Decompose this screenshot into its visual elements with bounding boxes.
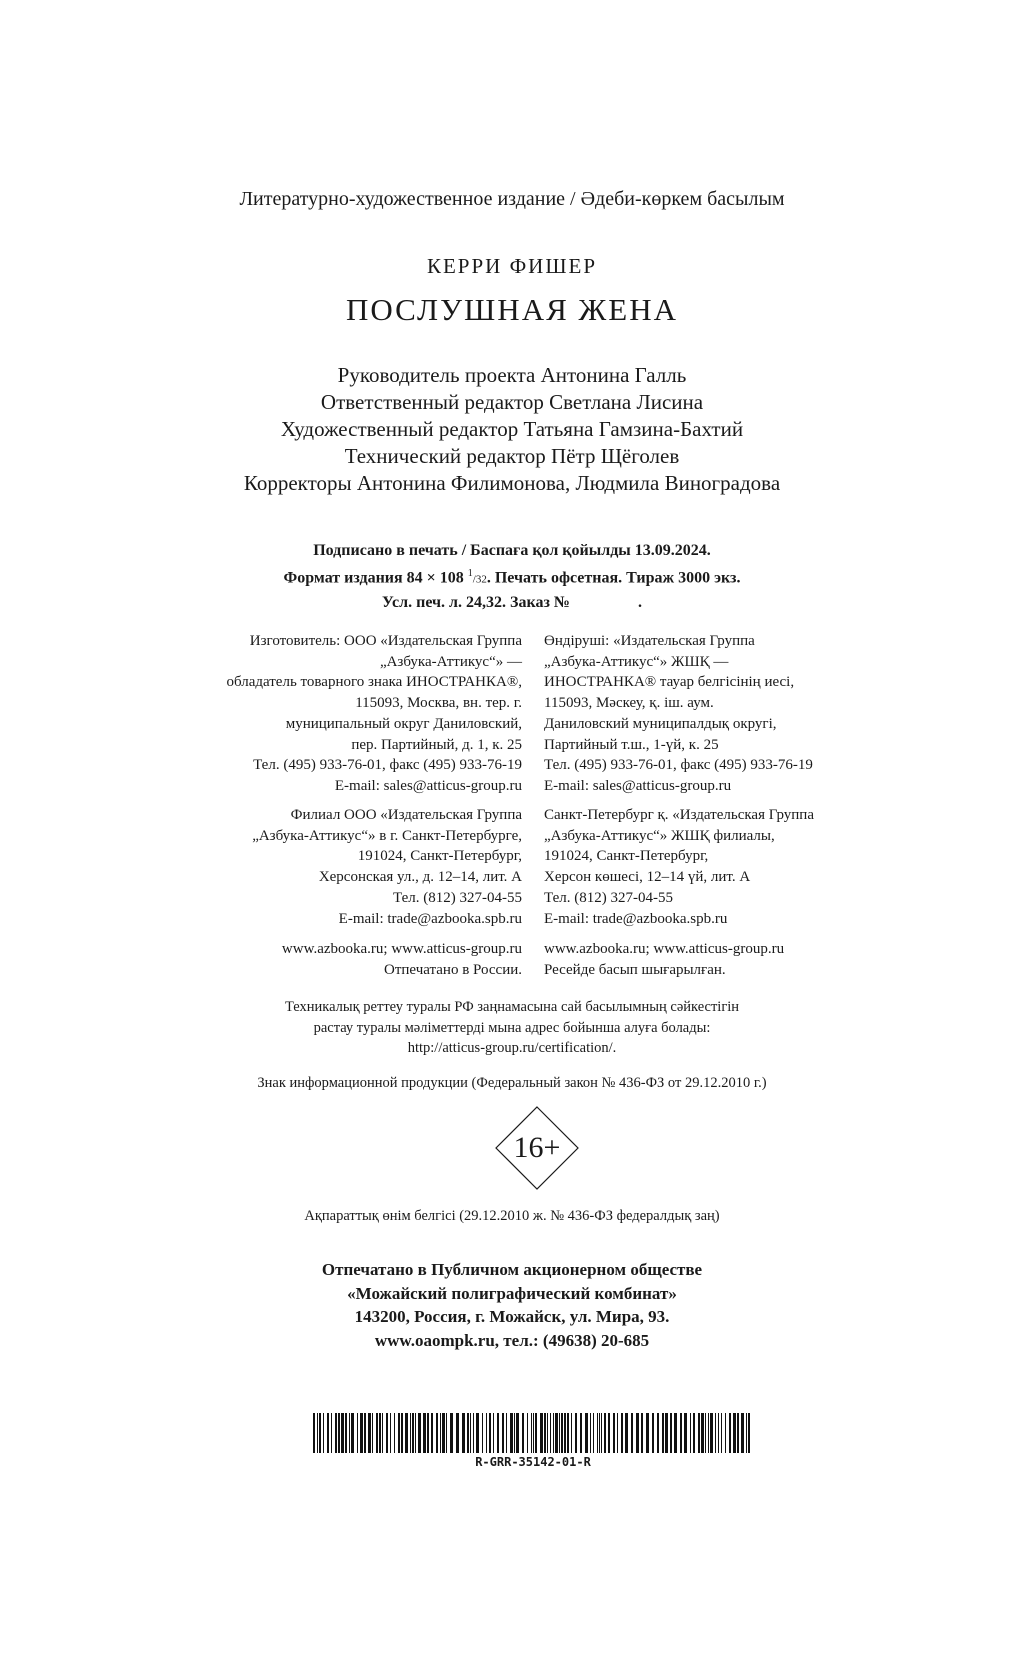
editorial-credits xyxy=(0,362,1024,497)
certification-line: http://atticus-group.ru/certification/. xyxy=(407,1040,617,1056)
manufacturer-ru-line: муниципальный округ Даниловский, xyxy=(285,715,522,732)
barcode-bar xyxy=(442,1413,445,1453)
edition-type: Литературно-художественное издание / Әдеби-көркем басылым xyxy=(239,188,785,210)
manufacturer-ru-line: 115093, Москва, вн. тер. г. xyxy=(355,695,522,712)
barcode-bar xyxy=(467,1413,469,1453)
manufacturer-kz-line: E-mail: sales@atticus-group.ru xyxy=(544,777,732,794)
branch-kz-line: Тел. (812) 327-04-55 xyxy=(544,889,673,906)
barcode-bar xyxy=(493,1413,494,1453)
web-kz xyxy=(544,939,904,980)
branch-kz xyxy=(544,805,904,929)
printer-line: 143200, Россия, г. Можайск, ул. Мира, 93. xyxy=(354,1307,670,1326)
barcode-bar xyxy=(690,1413,691,1453)
barcode-bar xyxy=(502,1413,504,1453)
barcode-bar xyxy=(733,1413,736,1453)
manufacturer-kz-line: ИНОСТРАНКА® тауар белгісінің иесі, xyxy=(544,674,795,691)
barcode-bar xyxy=(313,1413,315,1453)
barcode-bar xyxy=(401,1413,403,1453)
manufacturer-ru-line: Изготовитель: ООО «Издательская Группа xyxy=(249,633,522,649)
manufacturer-ru xyxy=(162,631,522,797)
barcode-bar xyxy=(540,1413,543,1453)
barcode-bar xyxy=(506,1413,507,1453)
barcode-bar xyxy=(553,1413,554,1453)
barcode-bar xyxy=(547,1413,548,1453)
branch-ru-line: 191024, Санкт-Петербург, xyxy=(357,848,522,865)
manufacturer-kz-line: Өндіруші: «Издательская Группа xyxy=(544,633,755,649)
barcode-bar xyxy=(450,1413,453,1453)
printed-in: Отпечатано в России. xyxy=(384,961,522,978)
barcode-bar xyxy=(533,1413,534,1453)
barcode-bar xyxy=(486,1413,487,1453)
barcode-bar xyxy=(567,1413,569,1453)
branch-ru xyxy=(162,805,522,929)
barcode-bar xyxy=(535,1413,537,1453)
barcode-bar xyxy=(710,1413,713,1453)
format-frac: /32 xyxy=(472,573,487,586)
barcode-bar xyxy=(746,1413,747,1453)
barcode-bar xyxy=(580,1413,582,1453)
barcode-bar xyxy=(345,1413,347,1453)
barcode-bar xyxy=(559,1413,560,1453)
printer-line: www.oaompk.ru, тел.: (49638) 20-685 xyxy=(374,1330,650,1350)
barcode-bar xyxy=(575,1413,577,1453)
barcode-bar xyxy=(737,1413,739,1453)
barcode-bar xyxy=(382,1413,383,1453)
barcode-bar xyxy=(631,1413,633,1453)
manufacturer-ru-line: E-mail: sales@atticus-group.ru xyxy=(334,777,522,794)
credit-line: Ответственный редактор Светлана Лисина xyxy=(320,390,704,414)
format-rest: . Печать офсетная. Тираж 3000 экз. xyxy=(486,569,741,587)
barcode-bar xyxy=(436,1413,438,1453)
barcode-bar xyxy=(440,1413,441,1453)
barcode-bar xyxy=(394,1413,395,1453)
barcode-bar xyxy=(597,1413,598,1453)
branch-kz-line: E-mail: trade@azbooka.spb.ru xyxy=(544,910,728,927)
branch-ru-line: Тел. (812) 327-04-55 xyxy=(393,889,522,906)
barcode-bar xyxy=(390,1413,391,1453)
barcode-bar xyxy=(670,1413,672,1453)
barcode-bar xyxy=(349,1413,350,1453)
barcode-bar xyxy=(613,1413,615,1453)
barcode-bar xyxy=(715,1413,716,1453)
barcode-bar xyxy=(698,1413,700,1453)
barcode-bar xyxy=(522,1413,524,1453)
certification-line: растау туралы мәліметтерді мына адрес бойынша алуға болады: xyxy=(313,1019,711,1036)
barcode-bar xyxy=(331,1413,332,1453)
manufacturer-ru-line: „Азбука-Аттикус“» — xyxy=(379,653,522,670)
barcode-bar xyxy=(725,1413,726,1453)
printer-info xyxy=(0,1258,1024,1352)
barcode-bar xyxy=(585,1413,588,1453)
credit-line: Художественный редактор Татьяна Гамзина-Бахтий xyxy=(280,417,744,441)
credit-line: Технический редактор Пётр Щёголев xyxy=(344,444,680,468)
age-rating: 16+ xyxy=(513,1131,561,1164)
barcode-bar xyxy=(386,1413,388,1453)
website-links: www.azbooka.ru; www.atticus-group.ru xyxy=(544,941,785,957)
credit-line: Руководитель проекта Антонина Галль xyxy=(337,363,687,387)
branch-ru-line: E-mail: trade@azbooka.spb.ru xyxy=(338,910,522,927)
author-name: КЕРРИ ФИШЕР xyxy=(426,254,598,278)
barcode-bar xyxy=(510,1413,513,1453)
manufacturer-kz-line: 115093, Мәскеу, қ. іш. аум. xyxy=(544,695,714,712)
barcode-bar xyxy=(705,1413,706,1453)
barcode-bar xyxy=(376,1413,378,1453)
barcode-bar xyxy=(701,1413,704,1453)
branch-ru-line: „Азбука-Аттикус“» в г. Санкт-Петербурге, xyxy=(252,827,522,844)
barcode-bar xyxy=(357,1413,358,1453)
certification-info xyxy=(0,997,1024,1059)
barcode-bar xyxy=(470,1413,471,1453)
barcode-bar xyxy=(398,1413,400,1453)
manufacturer-ru-line: обладатель товарного знака ИНОСТРАНКА®, xyxy=(226,674,522,691)
signed-to-print: Подписано в печать / Баспаға қол қойылды 13.09.2024. xyxy=(313,542,711,559)
barcode-bar xyxy=(601,1413,602,1453)
barcode-bar xyxy=(593,1413,594,1453)
barcode-bar xyxy=(364,1413,366,1453)
barcode-bar xyxy=(564,1413,566,1453)
manufacturer-ru-line: пер. Партийный, д. 1, к. 25 xyxy=(351,736,522,753)
barcode-bar xyxy=(327,1413,329,1453)
barcode-bar xyxy=(368,1413,371,1453)
barcode-bar xyxy=(338,1413,340,1453)
barcode-bar xyxy=(415,1413,416,1453)
barcode-bar xyxy=(708,1413,709,1453)
barcode-bar xyxy=(561,1413,563,1453)
printer-line: «Можайский полиграфический комбинат» xyxy=(347,1283,677,1303)
barcode-bar xyxy=(473,1413,474,1453)
website-links: www.azbooka.ru; www.atticus-group.ru xyxy=(281,941,522,957)
barcode-bar xyxy=(423,1413,426,1453)
branch-kz-line: 191024, Санкт-Петербург, xyxy=(544,848,709,865)
barcode-bar xyxy=(729,1413,731,1453)
barcode-bar xyxy=(718,1413,719,1453)
order-line: Усл. печ. л. 24,32. Заказ № . xyxy=(382,594,642,612)
branch-kz-line: Херсон көшесі, 12–14 үй, лит. А xyxy=(544,869,751,886)
barcode-bar xyxy=(544,1413,546,1453)
barcode-bar xyxy=(625,1413,628,1453)
barcode-bar xyxy=(674,1413,677,1453)
barcode-bar xyxy=(550,1413,551,1453)
barcode-bar xyxy=(531,1413,532,1453)
barcode-bar xyxy=(748,1413,750,1453)
barcode-bar xyxy=(555,1413,558,1453)
barcode-bar xyxy=(489,1413,491,1453)
info-sign-ru: Знак информационной продукции (Федеральный закон № 436-ФЗ от 29.12.2010 г.) xyxy=(257,1075,767,1091)
barcode-bar xyxy=(590,1413,591,1453)
barcode-bar xyxy=(617,1413,618,1453)
barcode-bar xyxy=(317,1413,318,1453)
branch-ru-line: Херсонская ул., д. 12–14, лит. А xyxy=(318,869,522,886)
web-ru xyxy=(162,939,522,980)
barcode-bar xyxy=(372,1413,373,1453)
barcode-bar xyxy=(684,1413,687,1453)
barcode-bar xyxy=(652,1413,654,1453)
barcode-bar xyxy=(646,1413,649,1453)
barcode-bar xyxy=(360,1413,363,1453)
format-line xyxy=(0,562,1024,591)
barcode-bar xyxy=(431,1413,433,1453)
printed-in: Ресейде басып шығарылған. xyxy=(544,961,726,978)
branch-kz-line: Санкт-Петербург қ. «Издательская Группа xyxy=(544,807,814,823)
barcode-bar xyxy=(608,1413,610,1453)
barcode-bar xyxy=(418,1413,421,1453)
manufacturer-kz-line: Даниловский муниципалдық округі, xyxy=(544,715,777,732)
barcode-bar xyxy=(621,1413,623,1453)
barcode-bar xyxy=(482,1413,483,1453)
info-sign-kz: Ақпараттық өнім белгісі (29.12.2010 ж. № 436-ФЗ федералдық заң) xyxy=(304,1208,720,1224)
barcode-bar xyxy=(693,1413,695,1453)
barcode-bar xyxy=(335,1413,337,1453)
manufacturer-kz-line: „Азбука-Аттикус“» ЖШҚ — xyxy=(544,653,729,670)
barcode-bar xyxy=(476,1413,479,1453)
barcode-bar xyxy=(427,1413,429,1453)
barcode-bar xyxy=(456,1413,459,1453)
barcode-bar xyxy=(636,1413,639,1453)
barcode-bar xyxy=(319,1413,321,1453)
barcode-bar xyxy=(516,1413,519,1453)
book-title: ПОСЛУШНАЯ ЖЕНА xyxy=(346,292,678,327)
format-sup: 1 xyxy=(467,568,473,579)
manufacturer-kz-line: Тел. (495) 933-76-01, факс (495) 933-76-19 xyxy=(544,757,813,774)
barcode-bar xyxy=(514,1413,515,1453)
barcode-bar xyxy=(412,1413,414,1453)
barcode-bar xyxy=(665,1413,668,1453)
barcode-bar xyxy=(599,1413,600,1453)
branch-ru-line: Филиал ООО «Издательская Группа xyxy=(290,807,522,823)
credit-line: Корректоры Антонина Филимонова, Людмила Виноградова xyxy=(243,471,781,495)
barcode-bar xyxy=(497,1413,499,1453)
manufacturer-kz xyxy=(544,631,904,797)
barcode-bar xyxy=(571,1413,572,1453)
barcode-bar xyxy=(604,1413,606,1453)
barcode-bar xyxy=(721,1413,722,1453)
branch-kz-line: „Азбука-Аттикус“» ЖШҚ филиалы, xyxy=(544,827,775,844)
print-info xyxy=(0,539,1024,614)
barcode-bar xyxy=(741,1413,744,1453)
barcode-number: R-GRR-35142-01-R xyxy=(475,1455,591,1469)
manufacturer-ru-line: Тел. (495) 933-76-01, факс (495) 933-76-19 xyxy=(253,757,522,774)
barcode xyxy=(313,1413,753,1453)
barcode-bar xyxy=(446,1413,447,1453)
barcode-bar xyxy=(641,1413,643,1453)
barcode-bar xyxy=(405,1413,408,1453)
barcode-bar xyxy=(527,1413,528,1453)
certification-line: Техникалық реттеу туралы РФ заңнамасына сай басылымның сәйкестігін xyxy=(284,999,740,1015)
barcode-bar xyxy=(462,1413,465,1453)
manufacturer-kz-line: Партийный т.ш., 1-үй, к. 25 xyxy=(544,736,719,753)
barcode-bar xyxy=(680,1413,682,1453)
barcode-bar xyxy=(410,1413,411,1453)
barcode-bar xyxy=(323,1413,324,1453)
barcode-bar xyxy=(351,1413,354,1453)
printer-line: Отпечатано в Публичном акционерном обществе xyxy=(321,1260,703,1279)
barcode-bar xyxy=(341,1413,344,1453)
barcode-bar xyxy=(379,1413,381,1453)
barcode-bar xyxy=(657,1413,659,1453)
barcode-bar xyxy=(662,1413,664,1453)
format-text: Формат издания 84 × 108 xyxy=(283,569,468,587)
